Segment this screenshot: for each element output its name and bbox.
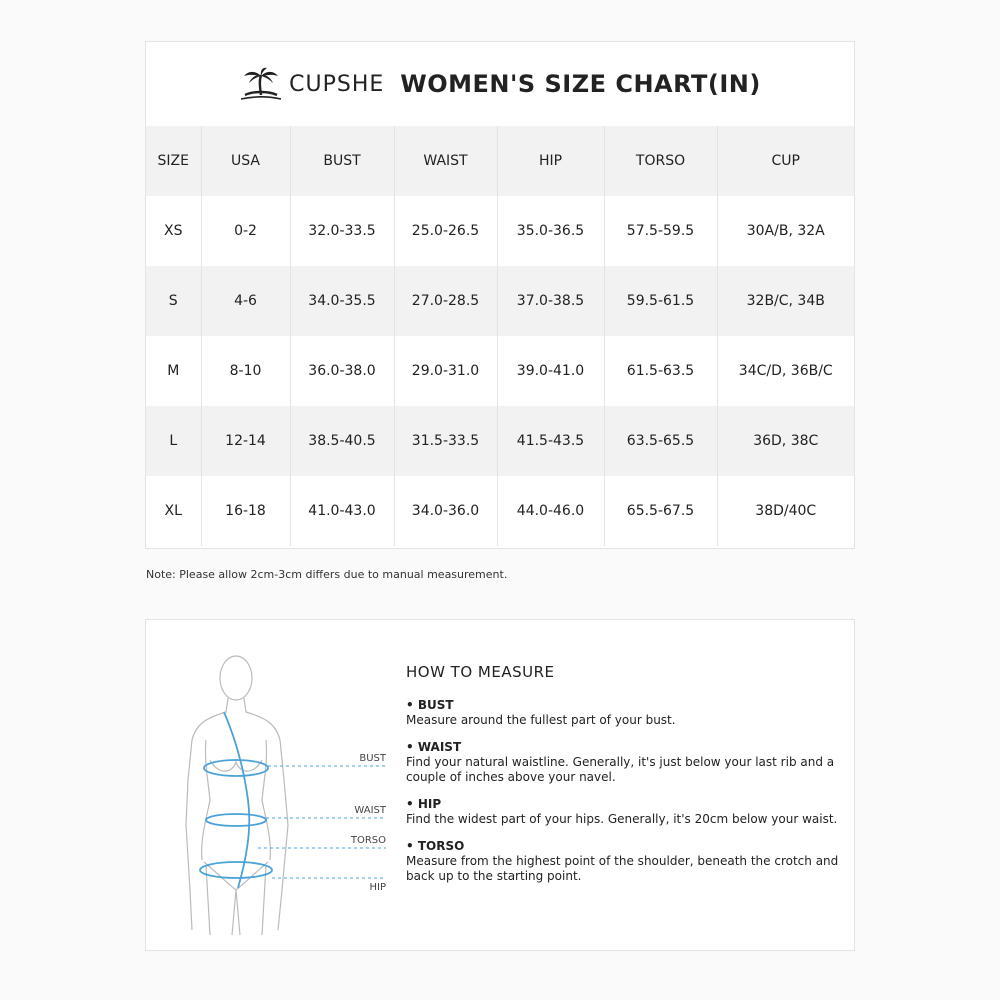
cell-torso: 61.5-63.5 — [604, 336, 717, 406]
cell-cup: 38D/40C — [717, 476, 854, 546]
cell-usa: 16-18 — [201, 476, 290, 546]
hip-line — [200, 862, 272, 878]
header-bust: BUST — [290, 126, 394, 196]
palm-island-logo-icon — [239, 67, 283, 101]
figure-label-waist: WAIST — [354, 805, 386, 816]
cell-waist: 29.0-31.0 — [394, 336, 497, 406]
cell-cup: 32B/C, 34B — [717, 266, 854, 336]
cell-cup: 30A/B, 32A — [717, 196, 854, 266]
header-size: SIZE — [157, 153, 189, 169]
guide-item-desc: Measure from the highest point of the shoulder, beneath the crotch and back up to the starting point. — [406, 854, 839, 883]
header-hip: HIP — [497, 126, 604, 196]
measurement-note: Note: Please allow 2cm-3cm differs due to manual measurement. — [146, 568, 508, 581]
cell-waist: 27.0-28.5 — [394, 266, 497, 336]
table-row — [146, 406, 854, 476]
cell-bust: 41.0-43.0 — [290, 476, 394, 546]
cell-bust: 32.0-33.5 — [290, 196, 394, 266]
size-table — [146, 126, 854, 546]
cell-bust: 34.0-35.5 — [290, 266, 394, 336]
figure-label-torso: TORSO — [350, 835, 386, 846]
waist-line — [206, 814, 266, 826]
guide-item-title: • WAIST — [406, 740, 462, 754]
cell-torso: 57.5-59.5 — [604, 196, 717, 266]
table-row — [146, 476, 854, 546]
table-header-row — [146, 126, 854, 196]
measure-guide — [406, 665, 846, 896]
table-row — [146, 336, 854, 406]
figure-label-hip: HIP — [369, 882, 386, 893]
header-waist: WAIST — [394, 126, 497, 196]
cell-cup: 36D, 38C — [717, 406, 854, 476]
guide-item-bust — [406, 698, 846, 728]
brand-logo — [239, 67, 384, 101]
cell-torso: 65.5-67.5 — [604, 476, 717, 546]
cell-waist: 31.5-33.5 — [394, 406, 497, 476]
guide-item-desc: Find your natural waistline. Generally, it's just below your last rib and a couple of inches above your navel. — [406, 755, 835, 784]
header-torso: TORSO — [604, 126, 717, 196]
cell-usa: 8-10 — [201, 336, 290, 406]
cell-bust: 38.5-40.5 — [290, 406, 394, 476]
table-row — [146, 266, 854, 336]
guide-item-torso — [406, 839, 846, 884]
cell-usa: 12-14 — [201, 406, 290, 476]
guide-item-title: • TORSO — [406, 839, 465, 853]
cell-size: XS — [164, 223, 183, 239]
cell-size: M — [167, 363, 180, 379]
cell-torso: 59.5-61.5 — [604, 266, 717, 336]
chart-title: WOMEN'S SIZE CHART(IN) — [400, 70, 761, 98]
guide-item-hip — [406, 797, 846, 827]
brand-name: CUPSHE — [289, 71, 385, 97]
guide-item-desc: Measure around the fullest part of your bust. — [406, 713, 676, 727]
header-usa: USA — [201, 126, 290, 196]
cell-hip: 37.0-38.5 — [497, 266, 604, 336]
size-chart-card — [145, 41, 855, 549]
cell-hip: 41.5-43.5 — [497, 406, 604, 476]
guide-heading: HOW TO MEASURE — [406, 663, 555, 681]
cell-waist: 25.0-26.5 — [394, 196, 497, 266]
cell-usa: 0-2 — [201, 196, 290, 266]
how-to-measure-card — [145, 619, 855, 951]
cell-torso: 63.5-65.5 — [604, 406, 717, 476]
cell-waist: 34.0-36.0 — [394, 476, 497, 546]
cell-cup: 34C/D, 36B/C — [717, 336, 854, 406]
table-row — [146, 196, 854, 266]
cell-hip: 35.0-36.5 — [497, 196, 604, 266]
cell-size: XL — [164, 503, 182, 519]
body-measurement-figure — [166, 650, 396, 940]
guide-item-title: • HIP — [406, 797, 442, 811]
cell-hip: 44.0-46.0 — [497, 476, 604, 546]
figure-label-bust: BUST — [359, 753, 386, 764]
cell-usa: 4-6 — [201, 266, 290, 336]
cell-hip: 39.0-41.0 — [497, 336, 604, 406]
header-cup: CUP — [717, 126, 854, 196]
cell-size: S — [168, 293, 178, 309]
cell-bust: 36.0-38.0 — [290, 336, 394, 406]
guide-item-title: • BUST — [406, 698, 454, 712]
chart-header — [146, 42, 854, 126]
cell-size: L — [169, 433, 178, 449]
guide-item-waist — [406, 740, 846, 785]
guide-item-desc: Find the widest part of your hips. Generally, it's 20cm below your waist. — [406, 812, 838, 826]
